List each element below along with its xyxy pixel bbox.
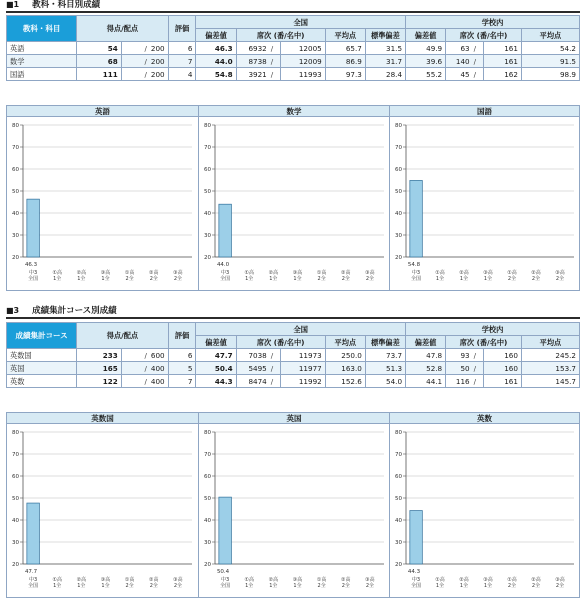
row-score: 165 [77,362,122,375]
y-tick-label: 20 [204,255,211,261]
chart-panel [7,106,198,290]
section-1-title: 教科・科目別成績 [32,0,101,10]
x-category-label: 中3 [411,270,421,276]
row-national-deviation: 47.7 [196,349,236,362]
section-3-heading [6,306,580,316]
y-tick-label: 60 [12,167,19,173]
row-subject-name: 英語 [7,42,77,55]
y-tick-label: 30 [12,233,19,239]
row-national-rank: 6932 / [236,42,281,55]
x-category-label: ①高 [316,270,327,276]
deviation-chart [390,117,580,291]
x-category-label: 中3 [28,270,38,276]
y-tick-label: 60 [395,167,402,173]
x-category-label: ①高 [316,577,327,583]
x-category-label: ①高 [435,270,445,276]
chart-title: 英数 [390,413,579,424]
x-category-label: ①高 [244,270,254,276]
row-national-total: 11977 [281,362,326,375]
x-category-label: ③高 [483,270,493,276]
row-school-average: 245.2 [521,349,579,362]
x-category-sublabel: 全国 [410,583,422,589]
row-national-average: 86.9 [325,55,365,68]
row-school-deviation: 52.8 [406,362,446,375]
x-category-sublabel: 1全 [245,276,254,282]
school-deviation-header: 偏差値 [406,29,446,42]
subject-charts [6,105,580,291]
x-category-label: ②高 [149,270,159,276]
row-national-deviation: 44.0 [196,55,236,68]
row-grade: 6 [168,42,196,55]
deviation-chart [7,424,198,598]
deviation-bar [27,503,40,564]
x-category-sublabel: 2全 [341,276,350,282]
x-category-label: ②高 [76,577,87,583]
row-national-rank: 8474 / [236,375,281,388]
row-school-total: 160 [484,349,522,362]
x-category-sublabel: 1全 [101,276,110,282]
x-category-sublabel: 2全 [531,583,541,589]
row-national-stddev: 31.7 [365,55,405,68]
table-row [7,375,580,388]
y-tick-label: 60 [204,474,211,480]
x-category-label: ③高 [292,577,303,583]
x-category-sublabel: 全国 [28,276,39,282]
x-category-label: ③高 [173,270,183,276]
row-score: 111 [77,68,122,81]
y-tick-label: 40 [395,518,402,524]
row-national-total: 12005 [281,42,326,55]
row-max-score: / 200 [121,68,168,81]
x-category-label: ①高 [52,577,62,583]
x-category-sublabel: 2全 [555,583,565,589]
x-category-sublabel: 1全 [483,583,493,589]
row-national-average: 97.3 [325,68,365,81]
section-1-heading [6,0,580,10]
row-national-stddev: 54.0 [365,375,405,388]
national-rank-header: 席次 (番/名中) [236,336,325,349]
section-3-title: 成績集計コース別成績 [32,306,117,316]
x-category-sublabel: 2全 [341,583,350,589]
row-subject-name: 国語 [7,68,77,81]
row-national-total: 11992 [281,375,326,388]
x-category-label: ②高 [459,577,469,583]
x-category-sublabel: 1全 [53,583,62,589]
chart-panel [7,413,198,597]
x-category-sublabel: 全国 [410,276,422,282]
x-category-sublabel: 1全 [459,276,469,282]
row-school-average: 54.2 [521,42,579,55]
x-category-sublabel: 1全 [293,583,302,589]
x-category-label: ③高 [173,577,183,583]
row-school-average: 145.7 [521,375,579,388]
x-category-label: 中3 [220,577,230,583]
chart-title: 英国 [199,413,389,424]
table-row [7,349,580,362]
y-tick-label: 80 [12,430,19,436]
col-subject-header: 教科・科目 [7,16,77,42]
y-tick-label: 30 [204,540,211,546]
col-course-header: 成績集計コース [7,323,77,349]
chart-title: 英語 [7,106,198,117]
deviation-bar [410,511,422,564]
row-national-deviation: 50.4 [196,362,236,375]
bar-value-label: 44.3 [407,569,421,575]
x-category-label: ③高 [483,577,493,583]
chart-title: 数学 [199,106,389,117]
x-category-label: ①高 [124,270,135,276]
row-national-stddev: 51.3 [365,362,405,375]
row-course-name: 英数国 [7,349,77,362]
y-tick-label: 40 [12,211,19,217]
bar-value-label: 44.0 [216,262,230,268]
row-school-total: 161 [484,55,522,68]
row-school-total: 162 [484,68,522,81]
y-tick-label: 50 [12,496,19,502]
school-average-header: 平均点 [521,29,579,42]
x-category-sublabel: 1全 [53,276,62,282]
col-score-header: 得点/配点 [77,323,168,349]
row-school-deviation: 47.8 [406,349,446,362]
x-category-sublabel: 1全 [459,583,469,589]
x-category-label: ②高 [459,270,469,276]
national-rank-header: 席次 (番/名中) [236,29,325,42]
x-category-label: 中3 [220,270,230,276]
school-average-header: 平均点 [521,336,579,349]
x-category-label: ③高 [365,270,375,276]
y-tick-label: 70 [204,452,211,458]
x-category-sublabel: 全国 [220,276,231,282]
x-category-sublabel: 2全 [365,276,375,282]
deviation-bar [219,497,232,564]
y-tick-label: 80 [395,123,402,129]
x-category-sublabel: 2全 [507,276,517,282]
row-school-deviation: 44.1 [406,375,446,388]
national-group-header: 全国 [196,323,406,336]
x-category-sublabel: 2全 [173,276,183,282]
y-tick-label: 20 [12,562,19,568]
deviation-chart [199,424,390,598]
section-1-rule [6,11,580,13]
school-rank-header: 席次 (番/名中) [446,336,522,349]
row-school-deviation: 39.6 [406,55,446,68]
row-national-stddev: 28.4 [365,68,405,81]
row-max-score: / 200 [121,42,168,55]
school-group-header: 学校内 [406,323,580,336]
chart-title: 英数国 [7,413,198,424]
row-school-total: 161 [484,42,522,55]
y-tick-label: 40 [395,211,402,217]
row-school-rank: 45 / [446,68,484,81]
school-group-header: 学校内 [406,16,580,29]
row-national-rank: 5495 / [236,362,281,375]
col-score-header: 得点/配点 [77,16,168,42]
row-score: 54 [77,42,122,55]
table-row [7,68,580,81]
x-category-label: ②高 [531,577,541,583]
x-category-label: ②高 [341,577,351,583]
row-school-total: 161 [484,375,522,388]
x-category-label: ③高 [555,577,565,583]
course-score-table [6,322,580,388]
x-category-sublabel: 2全 [149,276,158,282]
row-school-rank: 63 / [446,42,484,55]
school-rank-header: 席次 (番/名中) [446,29,522,42]
y-tick-label: 80 [395,430,402,436]
x-category-label: ①高 [507,577,517,583]
section-3-rule [6,317,580,319]
x-category-label: ②高 [341,270,351,276]
row-subject-name: 数学 [7,55,77,68]
x-category-label: ②高 [531,270,541,276]
chart-panel [389,106,579,290]
x-category-sublabel: 1全 [293,276,302,282]
section-1-mark: ■1 [6,0,20,9]
row-school-average: 153.7 [521,362,579,375]
x-category-label: ②高 [149,577,159,583]
national-deviation-header: 偏差値 [196,336,236,349]
national-average-header: 平均点 [325,336,365,349]
y-tick-label: 20 [204,562,211,568]
row-national-stddev: 31.5 [365,42,405,55]
deviation-bar [410,180,422,257]
row-school-total: 160 [484,362,522,375]
row-score: 122 [77,375,122,388]
chart-panel [198,106,389,290]
row-grade: 6 [168,349,196,362]
row-course-name: 英国 [7,362,77,375]
x-category-label: 中3 [411,577,421,583]
deviation-bar [27,199,40,257]
row-national-stddev: 73.7 [365,349,405,362]
x-category-sublabel: 2全 [507,583,517,589]
national-average-header: 平均点 [325,29,365,42]
row-national-average: 163.0 [325,362,365,375]
x-category-sublabel: 1全 [435,276,445,282]
x-category-sublabel: 1全 [269,276,278,282]
x-category-sublabel: 2全 [125,276,134,282]
row-max-score: / 200 [121,55,168,68]
x-category-sublabel: 2全 [317,583,326,589]
row-national-deviation: 46.3 [196,42,236,55]
chart-title: 国語 [390,106,579,117]
x-category-label: ①高 [244,577,254,583]
x-category-label: 中3 [28,577,38,583]
y-tick-label: 70 [12,452,19,458]
table-row [7,42,580,55]
x-category-label: ①高 [52,270,62,276]
x-category-label: ①高 [435,577,445,583]
row-score: 68 [77,55,122,68]
row-grade: 5 [168,362,196,375]
x-category-sublabel: 2全 [173,583,183,589]
row-national-total: 11973 [281,349,326,362]
row-grade: 4 [168,68,196,81]
x-category-label: ②高 [268,270,279,276]
y-tick-label: 30 [395,233,402,239]
row-national-rank: 3921 / [236,68,281,81]
row-national-total: 12009 [281,55,326,68]
y-tick-label: 70 [395,452,402,458]
row-max-score: / 400 [121,375,168,388]
row-school-rank: 93 / [446,349,484,362]
x-category-sublabel: 全国 [28,583,39,589]
row-score: 233 [77,349,122,362]
x-category-label: ③高 [555,270,565,276]
school-deviation-header: 偏差値 [406,336,446,349]
x-category-label: ②高 [268,577,279,583]
row-national-rank: 7038 / [236,349,281,362]
x-category-label: ①高 [507,270,517,276]
x-category-sublabel: 2全 [317,276,326,282]
x-category-sublabel: 1全 [435,583,445,589]
y-tick-label: 40 [204,518,211,524]
row-school-average: 98.9 [521,68,579,81]
bar-value-label: 46.3 [24,262,38,268]
x-category-sublabel: 1全 [77,276,86,282]
x-category-sublabel: 1全 [245,583,254,589]
col-grade-header: 評価 [168,323,196,349]
x-category-sublabel: 2全 [125,583,134,589]
y-tick-label: 70 [12,145,19,151]
y-tick-label: 60 [204,167,211,173]
row-school-average: 91.5 [521,55,579,68]
subject-score-table [6,15,580,81]
section-3-mark: ■3 [6,306,20,315]
x-category-sublabel: 1全 [269,583,278,589]
x-category-sublabel: 全国 [220,583,231,589]
y-tick-label: 70 [395,145,402,151]
x-category-label: ③高 [292,270,303,276]
row-grade: 7 [168,375,196,388]
deviation-chart [390,424,580,598]
row-school-deviation: 49.9 [406,42,446,55]
y-tick-label: 20 [395,562,402,568]
row-max-score: / 400 [121,362,168,375]
y-tick-label: 30 [204,233,211,239]
bar-value-label: 54.8 [407,262,421,268]
x-category-sublabel: 1全 [483,276,493,282]
y-tick-label: 20 [395,255,402,261]
x-category-label: ①高 [124,577,135,583]
x-category-sublabel: 2全 [365,583,375,589]
x-category-sublabel: 2全 [555,276,565,282]
chart-panel [389,413,579,597]
row-course-name: 英数 [7,375,77,388]
bar-value-label: 50.4 [216,569,230,575]
national-deviation-header: 偏差値 [196,29,236,42]
row-national-rank: 8738 / [236,55,281,68]
row-school-rank: 140 / [446,55,484,68]
x-category-sublabel: 2全 [531,276,541,282]
deviation-bar [219,204,232,257]
row-national-deviation: 54.8 [196,68,236,81]
y-tick-label: 20 [12,255,19,261]
national-stddev-header: 標準偏差 [365,336,405,349]
x-category-sublabel: 2全 [149,583,158,589]
y-tick-label: 40 [204,211,211,217]
y-tick-label: 50 [395,189,402,195]
x-category-sublabel: 1全 [101,583,110,589]
chart-panel [198,413,389,597]
row-national-total: 11993 [281,68,326,81]
row-national-average: 250.0 [325,349,365,362]
row-school-deviation: 55.2 [406,68,446,81]
deviation-chart [7,117,198,291]
row-national-deviation: 44.3 [196,375,236,388]
y-tick-label: 80 [204,123,211,129]
y-tick-label: 80 [204,430,211,436]
y-tick-label: 60 [395,474,402,480]
course-charts [6,412,580,598]
x-category-label: ③高 [100,577,111,583]
y-tick-label: 70 [204,145,211,151]
y-tick-label: 40 [12,518,19,524]
y-tick-label: 60 [12,474,19,480]
row-national-average: 65.7 [325,42,365,55]
y-tick-label: 80 [12,123,19,129]
bar-value-label: 47.7 [24,569,38,575]
row-max-score: / 600 [121,349,168,362]
y-tick-label: 50 [204,189,211,195]
row-school-rank: 50 / [446,362,484,375]
x-category-label: ③高 [365,577,375,583]
x-category-label: ②高 [76,270,87,276]
y-tick-label: 50 [204,496,211,502]
y-tick-label: 30 [395,540,402,546]
table-row [7,55,580,68]
x-category-sublabel: 1全 [77,583,86,589]
x-category-label: ③高 [100,270,111,276]
row-grade: 7 [168,55,196,68]
row-national-average: 152.6 [325,375,365,388]
y-tick-label: 50 [395,496,402,502]
col-grade-header: 評価 [168,16,196,42]
deviation-chart [199,117,390,291]
national-group-header: 全国 [196,16,406,29]
y-tick-label: 50 [12,189,19,195]
row-school-rank: 116 / [446,375,484,388]
y-tick-label: 30 [12,540,19,546]
national-stddev-header: 標準偏差 [365,29,405,42]
table-row [7,362,580,375]
